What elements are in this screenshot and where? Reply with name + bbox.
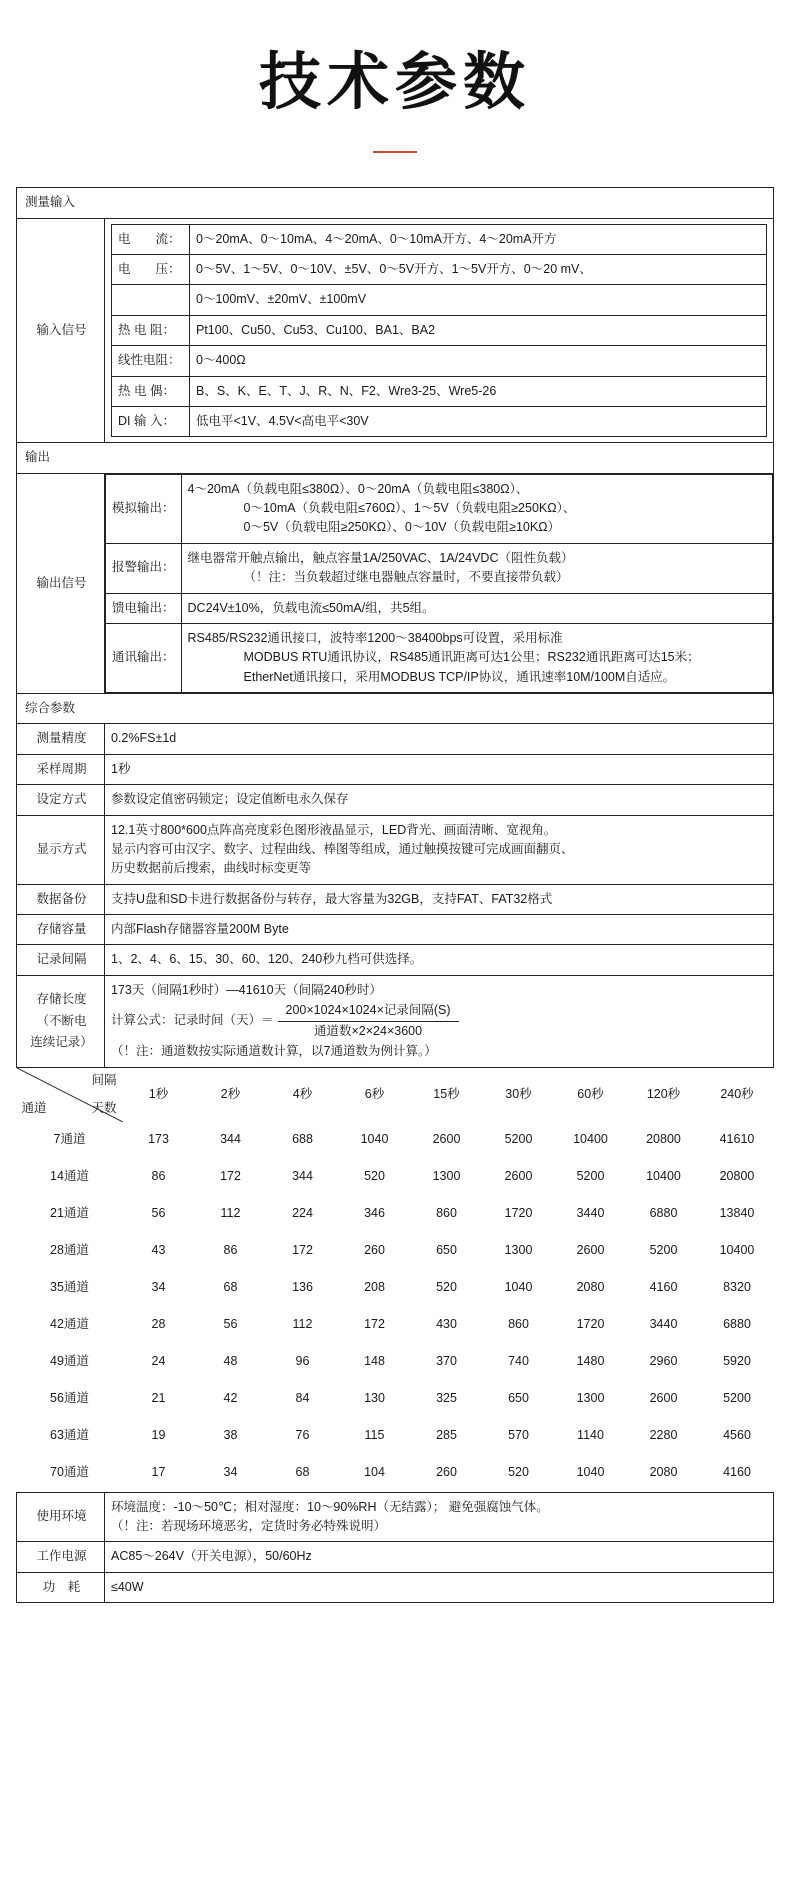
matrix-cell: 650: [508, 1391, 529, 1406]
title-block: [0, 0, 790, 153]
section-header-row-measure-input: [17, 188, 774, 218]
matrix-cell: 260: [364, 1243, 385, 1258]
output-line: 0～5V（负载电阻≥250KΩ）、0～10V（负载电阻≥10KΩ）: [243, 520, 561, 535]
matrix-cell: 1040: [576, 1465, 605, 1480]
output-group-value: DC24V±10%，负载电流≤50mA/组，共5组。: [181, 593, 772, 623]
matrix-cell: 130: [364, 1391, 385, 1406]
row-record-interval: [17, 945, 774, 975]
matrix-col-header: 2秒: [220, 1086, 241, 1101]
matrix-cell: 570: [508, 1428, 529, 1443]
row-value-power-consumption: ≤40W: [105, 1572, 774, 1602]
matrix-cell: 4160: [723, 1465, 751, 1480]
matrix-cell: 21: [151, 1391, 166, 1406]
matrix-cell: 1480: [576, 1354, 605, 1369]
formula-denominator: 通道数×2×24×3600: [314, 1023, 423, 1038]
storage-length-range: 173天（间隔1秒时）—41610天（间隔240秒时）: [111, 982, 382, 997]
matrix-cell: 860: [436, 1206, 457, 1221]
matrix-cell: 56: [223, 1317, 238, 1332]
channel-matrix-cell: [17, 1067, 774, 1492]
row-value-record-interval: 1、2、4、6、15、30、60、120、240秒九档可供选择。: [105, 945, 774, 975]
matrix-col-header: 120秒: [646, 1086, 681, 1101]
row-storage-length: [17, 975, 774, 1067]
matrix-row: [17, 1122, 774, 1159]
matrix-cell: 38: [223, 1428, 238, 1443]
row-value-power-supply: AC85～264V（开关电源），50/60Hz: [105, 1542, 774, 1572]
matrix-row: [17, 1270, 774, 1307]
matrix-cell: 285: [436, 1428, 457, 1443]
matrix-cell: 86: [151, 1169, 166, 1184]
matrix-cell: 1040: [360, 1132, 389, 1147]
matrix-cell: 56: [151, 1206, 166, 1221]
matrix-row: [17, 1307, 774, 1344]
input-signal-key: 热 电 偶：: [112, 376, 190, 406]
spec-table-wrap: [16, 187, 774, 1603]
matrix-cell: 34: [151, 1280, 166, 1295]
matrix-cell: 172: [220, 1169, 241, 1184]
matrix-cell: 2080: [576, 1280, 605, 1295]
row-value-output-signal: [105, 473, 774, 693]
matrix-cell: 2080: [649, 1465, 678, 1480]
matrix-cell: 6880: [649, 1206, 678, 1221]
channel-interval-matrix: [17, 1068, 774, 1492]
row-value-data-backup: 支持U盘和SD卡进行数据备份与转存，最大容量为32GB，支持FAT、FAT32格式: [105, 884, 774, 914]
input-signal-key: 电 压：: [112, 255, 190, 285]
matrix-cell: 20800: [719, 1169, 755, 1184]
matrix-cell: 17: [151, 1465, 166, 1480]
row-input-signal: [17, 218, 774, 443]
output-group: [106, 474, 773, 543]
input-signal-key: 线性电阻：: [112, 346, 190, 376]
input-signal-item: [112, 406, 767, 436]
row-channel-matrix: [17, 1067, 774, 1492]
matrix-cell: 1140: [577, 1428, 604, 1443]
matrix-cell: 173: [148, 1132, 169, 1147]
row-label-sample-period: 采样周期: [17, 754, 105, 784]
input-signal-list: [111, 224, 767, 438]
storage-length-label-line: （不断电: [36, 1013, 87, 1028]
matrix-row: [17, 1196, 774, 1233]
matrix-row-header: 21通道: [50, 1206, 89, 1221]
matrix-cell: 344: [220, 1132, 241, 1147]
matrix-cell: 520: [436, 1280, 457, 1295]
matrix-cell: 1300: [576, 1391, 605, 1406]
row-label-record-interval: 记录间隔: [17, 945, 105, 975]
output-group-key: 模拟输出：: [106, 474, 182, 543]
row-value-display-mode: [105, 815, 774, 884]
matrix-cell: 48: [223, 1354, 238, 1369]
output-group-key: 馈电输出：: [106, 593, 182, 623]
output-line: 0～10mA（负载电阻≤760Ω）、1～5V（负载电阻≥250KΩ）、: [243, 501, 576, 516]
output-group: [106, 623, 773, 692]
output-group-key: 通讯输出：: [106, 623, 182, 692]
output-signal-groups: [105, 474, 773, 693]
matrix-corner-mid-label: 天数: [91, 1101, 117, 1116]
matrix-cell: 3440: [649, 1317, 678, 1332]
matrix-cell: 10400: [646, 1169, 681, 1184]
row-value-storage-length: [105, 975, 774, 1067]
title-underline-rule: [373, 151, 417, 153]
matrix-header-row: [17, 1068, 774, 1122]
matrix-cell: 688: [292, 1132, 313, 1147]
output-group: [106, 593, 773, 623]
input-signal-key: DI 输 入：: [112, 406, 190, 436]
section-header-row-output: [17, 443, 774, 473]
output-line: 4～20mA（负载电阻≤380Ω）、0～20mA（负载电阻≤380Ω）、: [187, 481, 529, 496]
output-line: MODBUS RTU通讯协议，RS485通讯距离可达1公里；RS232通讯距离可达15米；: [243, 650, 700, 665]
row-storage-capacity: [17, 915, 774, 945]
matrix-cell: 260: [436, 1465, 457, 1480]
matrix-cell: 41610: [719, 1132, 755, 1147]
matrix-cell: 1300: [504, 1243, 533, 1258]
output-note: （！注：当负载超过继电器触点容量时，不要直接带负载）: [243, 570, 569, 585]
row-value-input-signal: [105, 218, 774, 443]
matrix-cell: 112: [292, 1317, 313, 1332]
output-group-value: [181, 543, 772, 593]
matrix-row: [17, 1418, 774, 1455]
row-label-setting-mode: 设定方式: [17, 785, 105, 815]
matrix-cell: 10400: [573, 1132, 608, 1147]
matrix-cell: 68: [223, 1280, 238, 1295]
matrix-col-header: 6秒: [364, 1086, 385, 1101]
environment-note: （！注：若现场环境恶劣，定货时务必特殊说明）: [111, 1518, 387, 1533]
matrix-cell: 6880: [723, 1317, 751, 1332]
matrix-cell: 5200: [504, 1132, 533, 1147]
display-line: 12.1英寸800*600点阵高亮度彩色图形液晶显示，LED背光、画面清晰、宽视角。: [111, 822, 557, 837]
row-operating-environment: [17, 1492, 774, 1542]
input-signal-item: [112, 224, 767, 254]
matrix-row: [17, 1455, 774, 1492]
output-group-value: [181, 474, 772, 543]
storage-length-formula: [111, 1000, 767, 1042]
matrix-row-header: 49通道: [50, 1354, 89, 1369]
input-signal-key: [112, 285, 190, 315]
matrix-row: [17, 1233, 774, 1270]
matrix-cell: 2600: [432, 1132, 461, 1147]
matrix-cell: 1300: [432, 1169, 461, 1184]
matrix-cell: 112: [220, 1206, 241, 1221]
matrix-cell: 42: [223, 1391, 238, 1406]
input-signal-key: 热 电 阻：: [112, 315, 190, 345]
matrix-cell: 28: [151, 1317, 166, 1332]
matrix-row-header: 63通道: [50, 1428, 89, 1443]
matrix-col-header: 15秒: [433, 1086, 460, 1101]
section-heading-measure-input: 测量输入: [17, 188, 774, 218]
matrix-cell: 115: [364, 1428, 385, 1443]
matrix-row: [17, 1344, 774, 1381]
matrix-cell: 96: [295, 1354, 310, 1369]
matrix-row-header: 28通道: [50, 1243, 89, 1258]
row-value-setting-mode: 参数设定值密码锁定；设定值断电永久保存: [105, 785, 774, 815]
matrix-col-header: 1秒: [148, 1086, 169, 1101]
output-group: [106, 543, 773, 593]
matrix-cell: 86: [223, 1243, 238, 1258]
row-accuracy: [17, 724, 774, 754]
row-label-data-backup: 数据备份: [17, 884, 105, 914]
section-heading-output: 输出: [17, 443, 774, 473]
input-signal-item: [112, 346, 767, 376]
input-signal-item: [112, 285, 767, 315]
matrix-cell: 224: [292, 1206, 313, 1221]
matrix-cell: 172: [292, 1243, 313, 1258]
page-title: 技术参数: [258, 45, 531, 118]
matrix-col-header: 60秒: [577, 1086, 604, 1101]
matrix-cell: 68: [295, 1465, 310, 1480]
output-group-key: 报警输出：: [106, 543, 182, 593]
matrix-col-header: 4秒: [292, 1086, 313, 1101]
matrix-cell: 4160: [649, 1280, 678, 1295]
matrix-row-header: 42通道: [50, 1317, 89, 1332]
input-signal-value: 0～400Ω: [190, 346, 767, 376]
row-setting-mode: [17, 785, 774, 815]
matrix-cell: 860: [508, 1317, 529, 1332]
row-label-storage-length: [17, 975, 105, 1067]
matrix-cell: 24: [151, 1354, 166, 1369]
matrix-row-header: 56通道: [50, 1391, 89, 1406]
matrix-col-header: 30秒: [505, 1086, 532, 1101]
matrix-cell: 43: [151, 1243, 166, 1258]
matrix-cell: 5920: [723, 1354, 751, 1369]
matrix-cell: 172: [364, 1317, 385, 1332]
matrix-cell: 5200: [723, 1391, 751, 1406]
matrix-cell: 5200: [576, 1169, 605, 1184]
storage-length-note: （！注：通道数按实际通道数计算，以7通道数为例计算。）: [111, 1044, 437, 1059]
matrix-cell: 208: [364, 1280, 385, 1295]
matrix-cell: 19: [151, 1428, 166, 1443]
formula-fraction: [278, 1002, 459, 1040]
row-value-storage-capacity: 内部Flash存储器容量200M Byte: [105, 915, 774, 945]
row-sample-period: [17, 754, 774, 784]
input-signal-value: 0～100mV、±20mV、±100mV: [190, 285, 767, 315]
matrix-corner-top-label: 间隔: [91, 1072, 117, 1087]
matrix-cell: 2960: [649, 1354, 678, 1369]
input-signal-item: [112, 315, 767, 345]
matrix-cell: 84: [295, 1391, 310, 1406]
matrix-corner-inner: [17, 1068, 123, 1122]
formula-lead: 计算公式：记录时间（天）＝: [111, 1013, 274, 1028]
environment-line: 环境温度：-10～50℃；相对湿度：10～90%RH（无结露）； 避免强腐蚀气体。: [111, 1499, 549, 1514]
row-value-sample-period: 1秒: [105, 754, 774, 784]
row-label-accuracy: 测量精度: [17, 724, 105, 754]
row-label-power-supply: 工作电源: [17, 1542, 105, 1572]
matrix-cell: 8320: [723, 1280, 751, 1295]
input-signal-value: B、S、K、E、T、J、R、N、F2、Wre3-25、Wre5-26: [190, 376, 767, 406]
matrix-cell: 2600: [649, 1391, 678, 1406]
storage-length-label-line: 连续记录）: [30, 1034, 93, 1049]
matrix-cell: 1720: [576, 1317, 605, 1332]
matrix-cell: 5200: [649, 1243, 678, 1258]
matrix-row: [17, 1381, 774, 1418]
matrix-cell: 76: [295, 1428, 310, 1443]
section-header-row-general: [17, 694, 774, 724]
row-label-operating-environment: 使用环境: [17, 1492, 105, 1542]
matrix-cell: 370: [436, 1354, 457, 1369]
matrix-cell: 430: [436, 1317, 457, 1332]
matrix-col-header: 240秒: [720, 1086, 754, 1101]
matrix-cell: 104: [364, 1465, 385, 1480]
matrix-cell: 520: [364, 1169, 385, 1184]
display-line: 历史数据前后搜索，曲线时标变更等: [111, 861, 312, 876]
row-power-supply: [17, 1542, 774, 1572]
input-signal-value: Pt100、Cu50、Cu53、Cu100、BA1、BA2: [190, 315, 767, 345]
spec-table: [16, 187, 774, 1603]
row-value-accuracy: 0.2%FS±1d: [105, 724, 774, 754]
matrix-row-header: 70通道: [50, 1465, 89, 1480]
matrix-corner-cell: [17, 1068, 123, 1122]
matrix-cell: 136: [292, 1280, 313, 1295]
matrix-cell: 344: [292, 1169, 313, 1184]
input-signal-value: 0～5V、1～5V、0～10V、±5V、0～5V开方、1～5V开方、0～20 mV、: [190, 255, 767, 285]
matrix-cell: 4560: [723, 1428, 751, 1443]
matrix-corner-bottom-label: 通道: [21, 1101, 47, 1116]
matrix-cell: 325: [436, 1391, 457, 1406]
matrix-cell: 34: [223, 1465, 238, 1480]
formula-numerator: 200×1024×1024×记录间隔(S): [278, 1002, 459, 1022]
matrix-cell: 650: [436, 1243, 457, 1258]
matrix-cell: 148: [364, 1354, 385, 1369]
input-signal-value: 0～20mA、0～10mA、4～20mA、0～10mA开方、4～20mA开方: [190, 224, 767, 254]
input-signal-value: 低电平<1V、4.5V<高电平<30V: [190, 406, 767, 436]
row-display-mode: [17, 815, 774, 884]
matrix-cell: 20800: [646, 1132, 681, 1147]
row-output-signal: [17, 473, 774, 693]
matrix-cell: 520: [508, 1465, 529, 1480]
row-label-output-signal: 输出信号: [17, 473, 105, 693]
matrix-cell: 1720: [504, 1206, 533, 1221]
storage-length-label-line: 存储长度: [36, 992, 87, 1007]
matrix-cell: 2280: [649, 1428, 678, 1443]
matrix-cell: 3440: [576, 1206, 605, 1221]
output-group-value: [181, 623, 772, 692]
row-data-backup: [17, 884, 774, 914]
output-line: EtherNet通讯接口，采用MODBUS TCP/IP协议，通讯速率10M/100M自适应。: [243, 669, 676, 684]
input-signal-item: [112, 376, 767, 406]
matrix-row: [17, 1159, 774, 1196]
display-line: 显示内容可由汉字、数字、过程曲线、棒图等组成，通过触摸按键可完成画面翻页、: [111, 841, 574, 856]
input-signal-key: 电 流：: [112, 224, 190, 254]
row-power-consumption: [17, 1572, 774, 1602]
output-line: RS485/RS232通讯接口，波特率1200～38400bps可设置，采用标准: [187, 630, 563, 645]
matrix-cell: 346: [364, 1206, 385, 1221]
matrix-cell: 2600: [504, 1169, 533, 1184]
matrix-cell: 1040: [504, 1280, 533, 1295]
row-label-display-mode: 显示方式: [17, 815, 105, 884]
matrix-cell: 2600: [576, 1243, 605, 1258]
matrix-row-header: 14通道: [50, 1169, 89, 1184]
row-label-power-consumption: 功 耗: [17, 1572, 105, 1602]
input-signal-item: [112, 255, 767, 285]
row-label-input-signal: 输入信号: [17, 218, 105, 443]
section-heading-general: 综合参数: [17, 694, 774, 724]
matrix-cell: 740: [508, 1354, 529, 1369]
output-line: 继电器常开触点输出，触点容量1A/250VAC、1A/24VDC（阻性负载）: [187, 550, 574, 565]
matrix-cell: 10400: [719, 1243, 755, 1258]
row-label-storage-capacity: 存储容量: [17, 915, 105, 945]
matrix-cell: 13840: [719, 1206, 755, 1221]
matrix-row-header: 7通道: [53, 1132, 86, 1147]
row-value-operating-environment: [105, 1492, 774, 1542]
matrix-row-header: 35通道: [50, 1280, 89, 1295]
